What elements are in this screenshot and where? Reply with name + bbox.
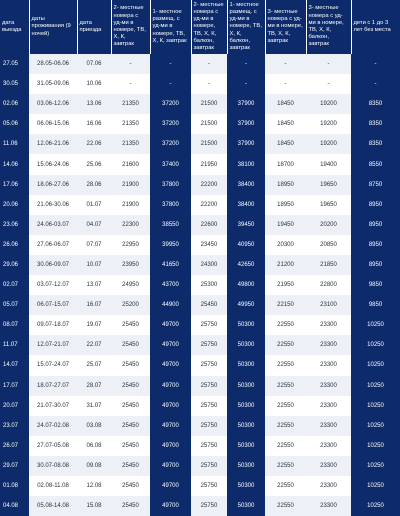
table-row xyxy=(0,134,400,154)
triple-room-balcony-price: 19200 xyxy=(306,134,351,154)
double-room-balcony-price: - xyxy=(191,54,227,74)
children-price: 10250 xyxy=(351,496,400,516)
single-room-balcony-price: 37900 xyxy=(227,114,265,134)
single-room-price: 37800 xyxy=(150,175,191,195)
double-room-balcony-price: 21500 xyxy=(200,121,218,128)
stay-dates-cell: 02.08-11.08 xyxy=(37,483,69,490)
double-room-price: 21600 xyxy=(122,161,139,168)
single-room-balcony-price: 49950 xyxy=(227,295,265,315)
stay-dates-cell: 05.08-14.08 xyxy=(29,496,77,516)
triple-room-price: 19450 xyxy=(265,215,306,235)
single-room-balcony-price: 38400 xyxy=(227,195,265,215)
single-room-balcony-price: 38100 xyxy=(227,154,265,174)
arrival-date-cell: 07.06 xyxy=(77,54,111,74)
double-room-price: 22950 xyxy=(122,241,139,248)
stay-dates-cell: 09.07-18.07 xyxy=(36,322,70,329)
header-double-room: 2- местные номера с уд-ми в номере, ТВ, Х, К, завтрак xyxy=(111,0,150,54)
children-price: 8950 xyxy=(351,255,400,275)
arrival-date-cell: 15.08 xyxy=(77,496,111,516)
triple-room-balcony-price: 21850 xyxy=(306,255,351,275)
table-row xyxy=(0,496,400,516)
double-room-price: 25450 xyxy=(122,402,139,409)
triple-room-price: 22550 xyxy=(277,402,294,409)
children-price: 10250 xyxy=(351,376,400,396)
double-room-price: 25450 xyxy=(111,376,150,396)
table-row xyxy=(0,436,400,456)
departure-date-cell: 29.06 xyxy=(0,255,29,275)
single-room-price: 49700 xyxy=(150,436,191,456)
stay-dates-cell: 27.07-05.08 xyxy=(36,442,70,449)
stay-dates-cell: 18.06-27.06 xyxy=(29,175,77,195)
triple-room-balcony-price: - xyxy=(306,54,351,74)
single-room-balcony-price: 50300 xyxy=(227,456,265,476)
triple-room-price: - xyxy=(265,54,306,74)
triple-room-balcony-price: 23100 xyxy=(306,295,351,315)
double-room-price: 25450 xyxy=(122,362,139,369)
children-price: 10250 xyxy=(351,456,400,476)
table-row xyxy=(0,355,400,375)
double-room-price: 25200 xyxy=(111,295,150,315)
stay-dates-cell: 27.06-06.07 xyxy=(36,241,70,248)
departure-date-cell: 02.07 xyxy=(0,275,29,295)
children-price: - xyxy=(351,54,400,74)
header-arrival-date: дата приезда xyxy=(77,0,111,54)
departure-date-cell: 11.07 xyxy=(0,335,29,355)
arrival-date-cell: 13.06 xyxy=(77,94,111,114)
arrival-date-cell: 28.06 xyxy=(77,175,111,195)
departure-date-cell: 30.05 xyxy=(0,74,29,94)
single-room-balcony-price: 39450 xyxy=(227,215,265,235)
children-price: 8950 xyxy=(351,235,400,255)
triple-room-balcony-price: 19200 xyxy=(306,94,351,114)
double-room-balcony-price: 25750 xyxy=(191,456,227,476)
departure-date-cell: 17.07 xyxy=(0,376,29,396)
double-room-balcony-price: 22200 xyxy=(191,175,227,195)
departure-date-cell: 05.07 xyxy=(0,295,29,315)
triple-room-price: 21200 xyxy=(265,255,306,275)
triple-room-price: 18450 xyxy=(277,121,294,128)
header-triple-room: 3- местные номера с уд-ми в номере, ТВ, Х, К, завтрак xyxy=(265,0,306,54)
stay-dates-cell: 03.07-12.07 xyxy=(36,282,70,289)
departure-date-cell: 05.06 xyxy=(0,114,29,134)
table-row xyxy=(0,114,400,134)
single-room-price: 49700 xyxy=(150,396,191,416)
children-price: 8350 xyxy=(351,114,400,134)
arrival-date-cell: 06.08 xyxy=(86,442,102,449)
children-price: 10250 xyxy=(351,476,400,496)
departure-date-cell: 02.06 xyxy=(0,94,29,114)
table-row xyxy=(0,195,400,215)
double-room-price: 21350 xyxy=(122,121,139,128)
header-triple-room-balcony: 3- местные номера с уд-ми в номере, ТВ, Х, К, балкон, завтрак xyxy=(306,0,351,54)
single-room-balcony-price: 37900 xyxy=(227,94,265,114)
triple-room-balcony-price: 20200 xyxy=(306,215,351,235)
triple-room-balcony-price: 23300 xyxy=(306,456,351,476)
single-room-price: 37400 xyxy=(150,154,191,174)
double-room-price: 25450 xyxy=(111,496,150,516)
double-room-balcony-price: 21500 xyxy=(191,134,227,154)
double-room-price: - xyxy=(129,81,132,88)
triple-room-balcony-price: 23300 xyxy=(320,362,337,369)
double-room-balcony-price: 25450 xyxy=(191,295,227,315)
triple-room-price: 22550 xyxy=(265,335,306,355)
triple-room-balcony-price: 23300 xyxy=(306,416,351,436)
triple-room-balcony-price: 23300 xyxy=(306,335,351,355)
double-room-balcony-price: 25750 xyxy=(191,496,227,516)
table-row xyxy=(0,476,400,496)
table-row xyxy=(0,175,400,195)
triple-room-balcony-price: 23300 xyxy=(320,322,337,329)
double-room-price: 25450 xyxy=(122,442,139,449)
single-room-balcony-price: 37900 xyxy=(227,134,265,154)
triple-room-price: 18450 xyxy=(265,134,306,154)
header-single-room-balcony: 1- местное размещ. с уд-ми в номере, ТВ, Х, К, балкон, завтрак xyxy=(227,0,265,54)
single-room-price: 37200 xyxy=(150,114,191,134)
table-row xyxy=(0,295,400,315)
departure-date-cell: 17.06 xyxy=(0,175,29,195)
single-room-price: 49700 xyxy=(150,335,191,355)
departure-date-cell: 27.05 xyxy=(0,54,29,74)
table-row xyxy=(0,154,400,174)
single-room-balcony-price: 50300 xyxy=(227,376,265,396)
triple-room-price: 21950 xyxy=(277,282,294,289)
single-room-balcony-price: 40950 xyxy=(227,235,265,255)
single-room-price: - xyxy=(150,54,191,74)
table-row xyxy=(0,416,400,436)
triple-room-balcony-price: 23300 xyxy=(320,442,337,449)
table-row xyxy=(0,74,400,94)
header-children: дети с 1 до 3 лет без места xyxy=(351,0,400,54)
single-room-price: 43700 xyxy=(150,275,191,295)
double-room-price: - xyxy=(111,54,150,74)
departure-date-cell: 23.06 xyxy=(0,215,29,235)
double-room-price: 25450 xyxy=(111,335,150,355)
stay-dates-cell: 03.06-12.06 xyxy=(29,94,77,114)
double-room-price: 21350 xyxy=(111,94,150,114)
single-room-price: 49700 xyxy=(150,416,191,436)
departure-date-cell: 14.07 xyxy=(0,355,29,375)
departure-date-cell: 26.06 xyxy=(0,235,29,255)
children-price: 10250 xyxy=(351,436,400,456)
single-room-price: 49700 xyxy=(150,315,191,335)
arrival-date-cell: 16.06 xyxy=(86,121,102,128)
table-row xyxy=(0,275,400,295)
single-room-price: 49700 xyxy=(150,456,191,476)
table-row xyxy=(0,396,400,416)
double-room-balcony-price: 25300 xyxy=(200,282,218,289)
departure-date-cell: 29.07 xyxy=(0,456,29,476)
double-room-balcony-price: - xyxy=(208,81,210,88)
children-price: - xyxy=(351,74,400,94)
stay-dates-cell: 12.06-21.06 xyxy=(29,134,77,154)
stay-dates-cell: 06.06-15.06 xyxy=(36,121,70,128)
children-price: 10250 xyxy=(351,396,400,416)
single-room-price: 39950 xyxy=(150,235,191,255)
table-row xyxy=(0,54,400,74)
arrival-date-cell: 22.06 xyxy=(77,134,111,154)
double-room-balcony-price: 22200 xyxy=(200,201,218,208)
single-room-price: 41650 xyxy=(150,255,191,275)
double-room-balcony-price: 22600 xyxy=(191,215,227,235)
departure-date-cell: 26.07 xyxy=(0,436,29,456)
single-room-balcony-price: 50300 xyxy=(227,416,265,436)
header-departure-date: дата выезда xyxy=(0,0,29,54)
single-room-price: 49700 xyxy=(150,376,191,396)
triple-room-balcony-price: 19200 xyxy=(320,121,337,128)
triple-room-price: 22150 xyxy=(265,295,306,315)
arrival-date-cell: 25.06 xyxy=(86,161,102,168)
header-row xyxy=(0,0,400,54)
triple-room-price: 22550 xyxy=(265,376,306,396)
departure-date-cell: 08.07 xyxy=(0,315,29,335)
departure-date-cell: 01.08 xyxy=(0,476,29,496)
single-room-price: 49700 xyxy=(150,496,191,516)
children-price: 9850 xyxy=(351,275,400,295)
double-room-balcony-price: 21950 xyxy=(200,161,218,168)
double-room-price: 21900 xyxy=(122,201,139,208)
triple-room-price: 22550 xyxy=(265,416,306,436)
arrival-date-cell: 28.07 xyxy=(77,376,111,396)
double-room-balcony-price: 25750 xyxy=(200,483,218,490)
triple-room-price: 22550 xyxy=(265,456,306,476)
triple-room-price: - xyxy=(284,81,287,88)
single-room-balcony-price: 50300 xyxy=(227,355,265,375)
stay-dates-cell: 21.06-30.06 xyxy=(36,201,70,208)
arrival-date-cell: 31.07 xyxy=(86,402,102,409)
double-room-price: 21350 xyxy=(111,134,150,154)
stay-dates-cell: 24.06-03.07 xyxy=(29,215,77,235)
arrival-date-cell: 22.07 xyxy=(77,335,111,355)
single-room-balcony-price: 50300 xyxy=(227,396,265,416)
double-room-price: 23950 xyxy=(111,255,150,275)
stay-dates-cell: 30.07-08.08 xyxy=(29,456,77,476)
children-price: 10250 xyxy=(351,335,400,355)
stay-dates-cell: 18.07-27.07 xyxy=(29,376,77,396)
triple-room-balcony-price: 22800 xyxy=(320,282,337,289)
header-double-room-balcony: 2- местные номера с уд-ми в номере, ТВ, Х, К, балкон, завтрак xyxy=(191,0,227,54)
departure-date-cell: 14.06 xyxy=(0,154,29,174)
double-room-balcony-price: 25750 xyxy=(191,376,227,396)
departure-date-cell: 23.07 xyxy=(0,416,29,436)
stay-dates-cell: 21.07-30.07 xyxy=(36,402,70,409)
triple-room-balcony-price: - xyxy=(327,81,330,88)
double-room-price: 25450 xyxy=(111,416,150,436)
triple-room-price: 22550 xyxy=(277,483,294,490)
table-row xyxy=(0,255,400,275)
single-room-balcony-price: 50300 xyxy=(227,476,265,496)
stay-dates-cell: 12.07-21.07 xyxy=(29,335,77,355)
triple-room-price: 20300 xyxy=(277,241,294,248)
departure-date-cell: 04.08 xyxy=(0,496,29,516)
triple-room-balcony-price: 20850 xyxy=(320,241,337,248)
double-room-balcony-price: 24300 xyxy=(191,255,227,275)
arrival-date-cell: 03.08 xyxy=(77,416,111,436)
departure-date-cell: 20.07 xyxy=(0,396,29,416)
arrival-date-cell: 12.08 xyxy=(86,483,102,490)
arrival-date-cell: 09.08 xyxy=(77,456,111,476)
triple-room-price: 18950 xyxy=(265,175,306,195)
single-room-balcony-price: - xyxy=(227,74,265,94)
stay-dates-cell: 30.06-09.07 xyxy=(29,255,77,275)
single-room-price: 38550 xyxy=(150,215,191,235)
single-room-balcony-price: 49800 xyxy=(227,275,265,295)
stay-dates-cell: 24.07-02.08 xyxy=(29,416,77,436)
triple-room-price: 18450 xyxy=(265,94,306,114)
triple-room-balcony-price: 23300 xyxy=(306,496,351,516)
double-room-balcony-price: 23450 xyxy=(200,241,218,248)
triple-room-balcony-price: 23300 xyxy=(320,483,337,490)
triple-room-price: 22550 xyxy=(277,322,294,329)
table-row xyxy=(0,235,400,255)
table-row xyxy=(0,94,400,114)
children-price: 8550 xyxy=(351,154,400,174)
stay-dates-cell: 06.07-15.07 xyxy=(29,295,77,315)
single-room-price: 49700 xyxy=(150,355,191,375)
single-room-balcony-price: - xyxy=(227,54,265,74)
triple-room-balcony-price: 23300 xyxy=(306,376,351,396)
double-room-balcony-price: 25750 xyxy=(191,416,227,436)
stay-dates-cell: 28.05-06.06 xyxy=(29,54,77,74)
single-room-balcony-price: 50300 xyxy=(227,496,265,516)
double-room-balcony-price: 25750 xyxy=(200,322,218,329)
single-room-balcony-price: 42650 xyxy=(227,255,265,275)
single-room-price: 44900 xyxy=(150,295,191,315)
double-room-balcony-price: 21500 xyxy=(191,94,227,114)
children-price: 10250 xyxy=(351,355,400,375)
double-room-balcony-price: 25750 xyxy=(200,362,218,369)
triple-room-balcony-price: 19400 xyxy=(320,161,337,168)
arrival-date-cell: 25.07 xyxy=(86,362,102,369)
stay-dates-cell: 15.06-24.06 xyxy=(36,161,70,168)
double-room-price: 22300 xyxy=(111,215,150,235)
stay-dates-cell: 31.05-09.06 xyxy=(36,81,70,88)
table-row xyxy=(0,215,400,235)
double-room-balcony-price: 25750 xyxy=(191,335,227,355)
arrival-date-cell: 13.07 xyxy=(86,282,102,289)
departure-date-cell: 20.06 xyxy=(0,195,29,215)
children-price: 8350 xyxy=(351,94,400,114)
double-room-price: 25450 xyxy=(122,322,139,329)
single-room-price: 37200 xyxy=(150,94,191,114)
departure-date-cell: 11.06 xyxy=(0,134,29,154)
table-row xyxy=(0,376,400,396)
triple-room-balcony-price: 19650 xyxy=(306,175,351,195)
header-single-room: 1- местное размещ. с уд-ми в номере, ТВ, Х, К, завтрак xyxy=(150,0,191,54)
triple-room-price: 18700 xyxy=(277,161,294,168)
single-room-price: 37200 xyxy=(150,134,191,154)
children-price: 8750 xyxy=(351,175,400,195)
children-price: 8350 xyxy=(351,134,400,154)
double-room-balcony-price: 25750 xyxy=(200,402,218,409)
arrival-date-cell: 01.07 xyxy=(86,201,102,208)
triple-room-balcony-price: 19650 xyxy=(320,201,337,208)
triple-room-balcony-price: 23300 xyxy=(320,402,337,409)
double-room-price: 25450 xyxy=(122,483,139,490)
triple-room-price: 22550 xyxy=(265,496,306,516)
single-room-price: 49700 xyxy=(150,476,191,496)
arrival-date-cell: 07.07 xyxy=(86,241,102,248)
children-price: 10250 xyxy=(351,416,400,436)
children-price: 10250 xyxy=(351,315,400,335)
arrival-date-cell: 04.07 xyxy=(77,215,111,235)
children-price: 9850 xyxy=(351,295,400,315)
double-room-price: 21900 xyxy=(111,175,150,195)
single-room-balcony-price: 38400 xyxy=(227,175,265,195)
triple-room-price: 22550 xyxy=(277,442,294,449)
single-room-balcony-price: 50300 xyxy=(227,335,265,355)
single-room-balcony-price: 50300 xyxy=(227,436,265,456)
table-row xyxy=(0,315,400,335)
triple-room-price: 18950 xyxy=(277,201,294,208)
double-room-balcony-price: 25750 xyxy=(200,442,218,449)
table-row xyxy=(0,335,400,355)
single-room-price: - xyxy=(150,74,191,94)
arrival-date-cell: 16.07 xyxy=(77,295,111,315)
header-stay-dates: даты проживания (9 ночей) xyxy=(29,0,77,54)
children-price: 8950 xyxy=(351,215,400,235)
arrival-date-cell: 10.06 xyxy=(86,81,102,88)
single-room-balcony-price: 50300 xyxy=(227,315,265,335)
double-room-price: 24950 xyxy=(122,282,139,289)
table-row xyxy=(0,456,400,476)
arrival-date-cell: 19.07 xyxy=(86,322,102,329)
single-room-price: 37800 xyxy=(150,195,191,215)
double-room-price: 25450 xyxy=(111,456,150,476)
triple-room-price: 22550 xyxy=(277,362,294,369)
stay-dates-cell: 15.07-24.07 xyxy=(36,362,70,369)
arrival-date-cell: 10.07 xyxy=(77,255,111,275)
children-price: 8950 xyxy=(351,195,400,215)
